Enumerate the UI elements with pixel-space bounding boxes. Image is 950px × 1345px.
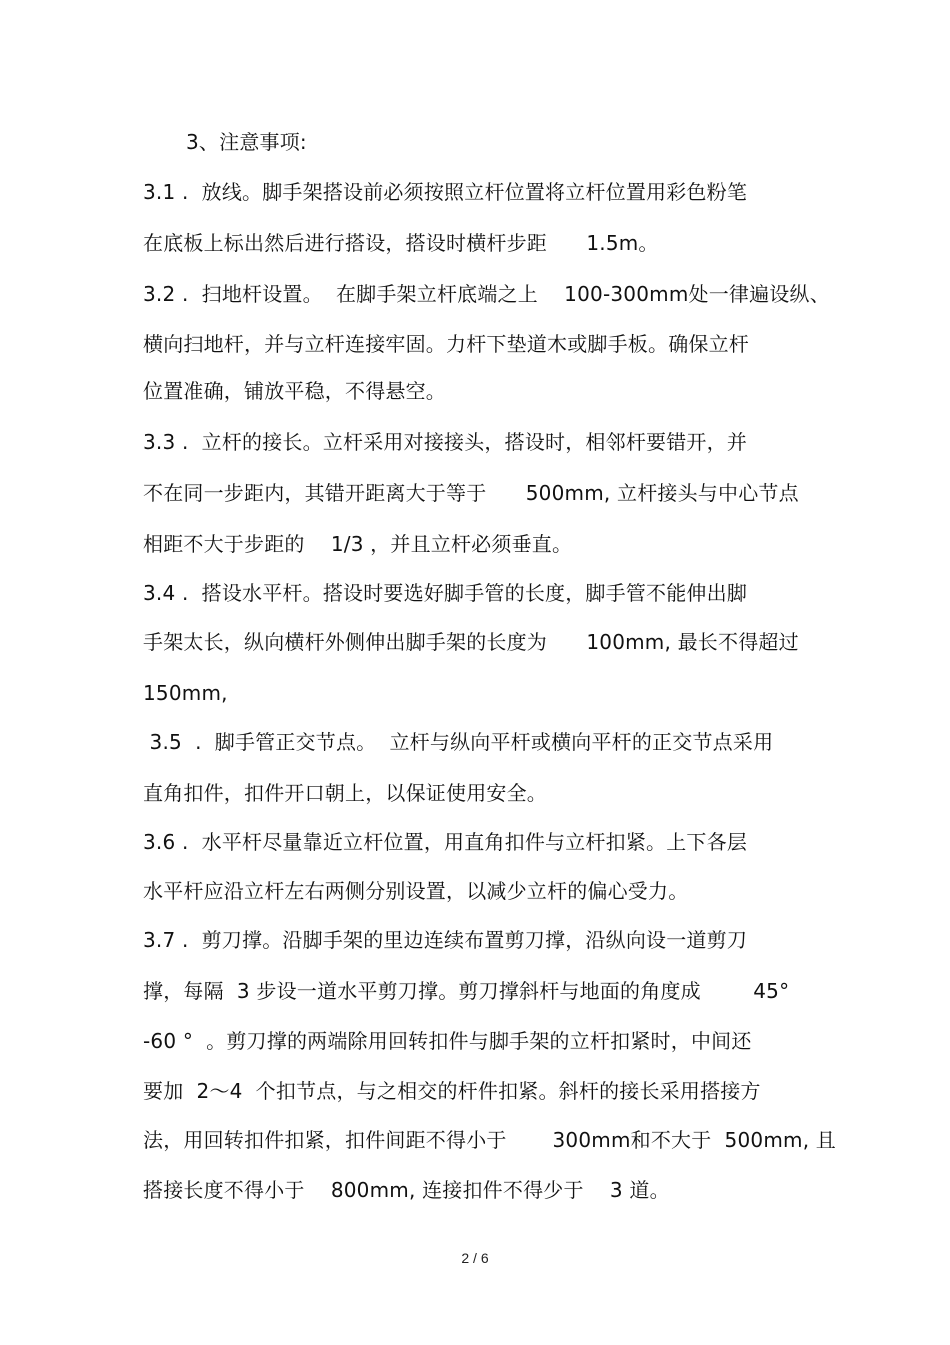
text-line: 3.1 . 放线。脚手架搭设前必须按照立杆位置将立杆位置用彩色粉笔 bbox=[143, 180, 748, 204]
text-line: 不在同一步距内，其错开距离大于等于 500mm, 立杆接头与中心节点 bbox=[143, 481, 799, 505]
text-line: 3.5 . 脚手管正交节点。 立杆与纵向平杆或横向平杆的正交节点采用 bbox=[143, 730, 774, 754]
text-line: 150mm, bbox=[143, 681, 228, 705]
text-line: 横向扫地杆，并与立杆连接牢固。力杆下垫道木或脚手板。确保立杆 bbox=[143, 332, 749, 356]
text-line: 撑，每隔 3 步设一道水平剪刀撑。剪刀撑斜杆与地面的角度成 45° bbox=[143, 979, 790, 1003]
text-line: 要加 2～4 个扣节点，与之相交的杆件扣紧。斜杆的接长采用搭接方 bbox=[143, 1079, 761, 1103]
text-line: -60 ° 。剪刀撑的两端除用回转扣件与脚手架的立杆扣紧时，中间还 bbox=[143, 1029, 752, 1053]
text-line: 水平杆应沿立杆左右两侧分别设置，以减少立杆的偏心受力。 bbox=[143, 879, 689, 903]
page-number: 2 / 6 bbox=[461, 1250, 489, 1266]
text-line: 3.2 . 扫地杆设置。 在脚手架立杆底端之上 100-300mm处一律遍设纵、 bbox=[143, 282, 830, 306]
text-line: 搭接长度不得小于 800mm, 连接扣件不得少于 3 道。 bbox=[143, 1178, 670, 1202]
text-line: 3.6 . 水平杆尽量靠近立杆位置，用直角扣件与立杆扣紧。上下各层 bbox=[143, 830, 748, 854]
text-line: 3.3 . 立杆的接长。立杆采用对接接头，搭设时，相邻杆要错开，并 bbox=[143, 430, 748, 454]
text-line: 法，用回转扣件扣紧，扣件间距不得小于 300mm和不大于 500mm, 且 bbox=[143, 1128, 837, 1152]
text-line: 在底板上标出然后进行搭设，搭设时横杆步距 1.5m。 bbox=[143, 231, 659, 255]
text-line: 相距不大于步距的 1/3 ，并且立杆必须垂直。 bbox=[143, 532, 573, 556]
text-line: 3.7 . 剪刀撑。沿脚手架的里边连续布置剪刀撑，沿纵向设一道剪刀 bbox=[143, 928, 748, 952]
text-line: 手架太长，纵向横杆外侧伸出脚手架的长度为 100mm, 最长不得超过 bbox=[143, 630, 799, 654]
text-line: 位置准确，铺放平稳，不得悬空。 bbox=[143, 379, 446, 403]
text-line: 3.4 . 搭设水平杆。搭设时要选好脚手管的长度，脚手管不能伸出脚 bbox=[143, 581, 748, 605]
text-line: 直角扣件，扣件开口朝上，以保证使用安全。 bbox=[143, 781, 547, 805]
section-heading: 3、注意事项: bbox=[186, 130, 307, 154]
